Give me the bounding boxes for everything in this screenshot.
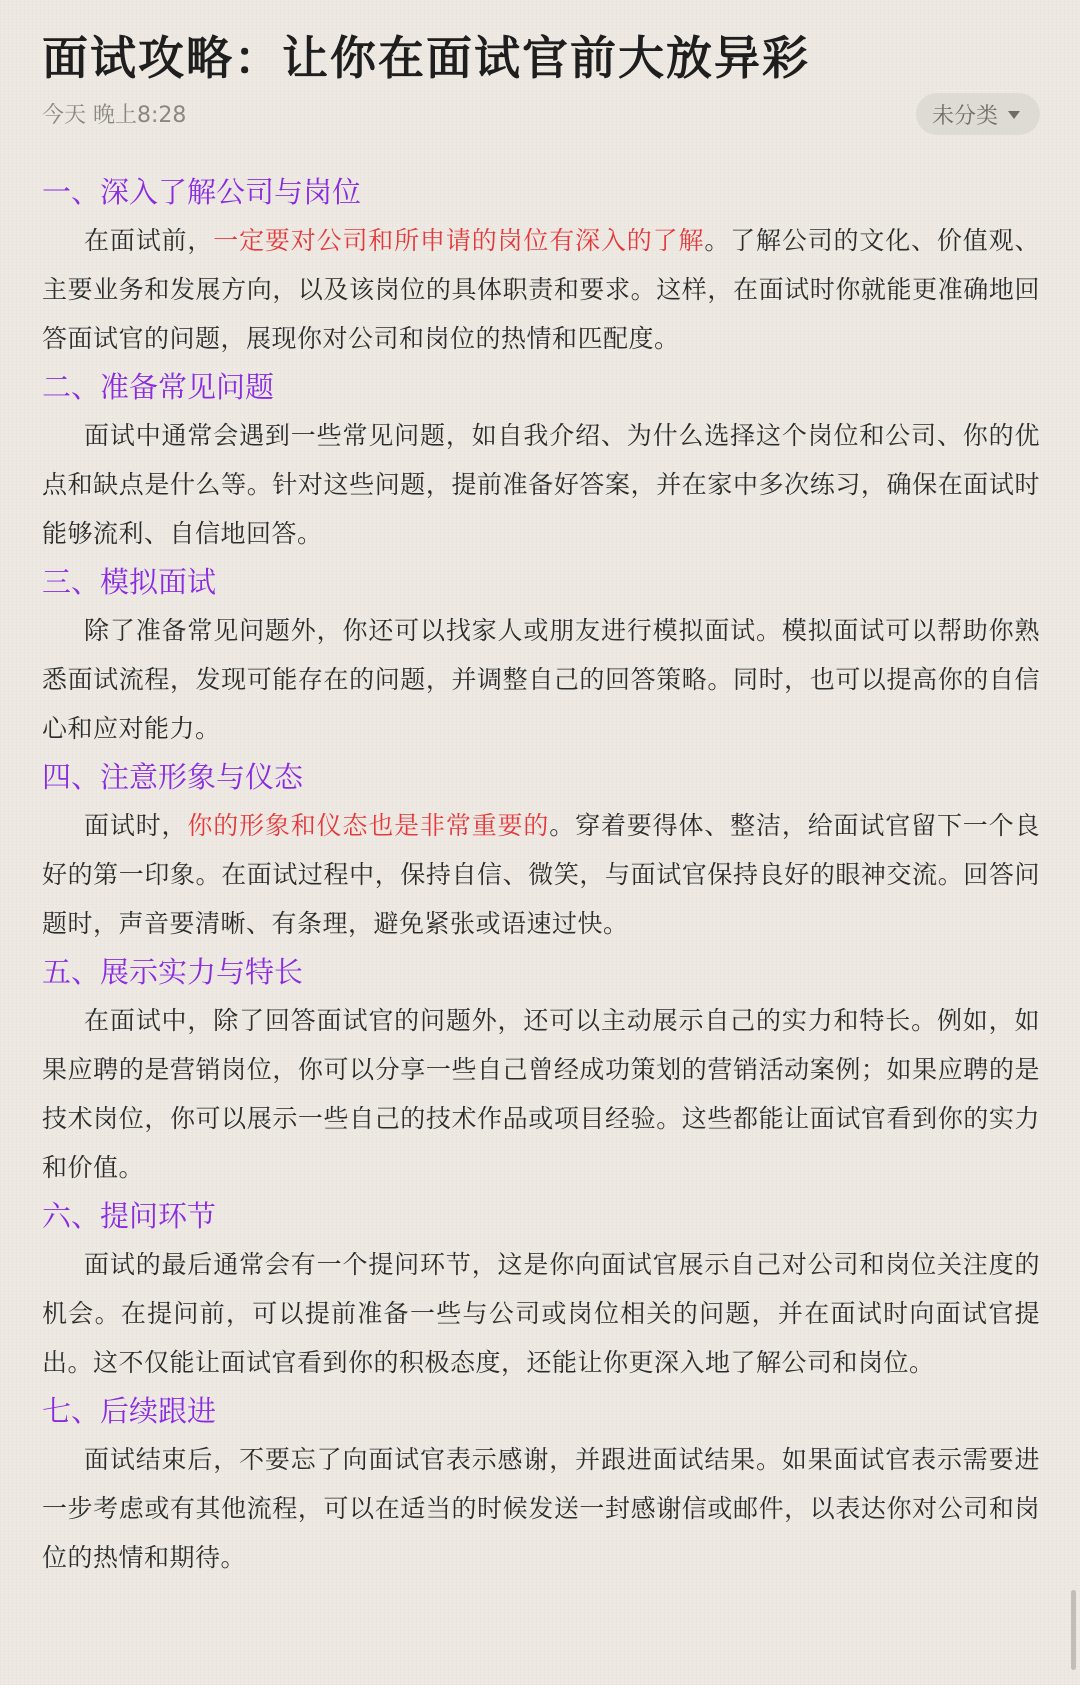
paragraph-text: 。穿着要得体、整洁，给面试官留下一个良好的第一印象。在面试过程中，保持自信、微笑，与面试官保持良好的眼神交流。回答问题时，声音要清晰、有条理，避免紧张或语速过快。 [42,811,1040,938]
section-paragraph [42,216,1040,363]
paragraph-text: 面试时， [84,811,188,840]
paragraph-text: 在面试前， [84,226,214,255]
scrollbar[interactable] [1071,1590,1076,1670]
section-5 [42,948,1040,1192]
section-7 [42,1387,1040,1582]
section-heading: 七、后续跟进 [42,1394,217,1428]
section-heading: 五、展示实力与特长 [42,955,304,989]
section-paragraph: 在面试中，除了回答面试官的问题外，还可以主动展示自己的实力和特长。例如，如果应聘的是营销岗位，你可以分享一些自己曾经成功策划的营销活动案例；如果应聘的是技术岗位，你可以展示一些自己的技术作品或项目经验。这些都能让面试官看到你的实力和价值。 [42,1006,1040,1182]
section-paragraph: 面试的最后通常会有一个提问环节，这是你向面试官展示自己对公司和岗位关注度的机会。在提问前，可以提前准备一些与公司或岗位相关的问题，并在面试时向面试官提出。这不仅能让面试官看到你的积极态度，还能让你更深入地了解公司和岗位。 [42,1250,1040,1377]
section-heading: 一、深入了解公司与岗位 [42,175,362,209]
section-heading: 三、模拟面试 [42,565,217,599]
section-heading: 四、注意形象与仪态 [42,760,304,794]
highlighted-text: 一定要对公司和所申请的岗位有深入的了解 [213,226,705,255]
highlighted-text: 你的形象和仪态也是非常重要的 [187,811,550,840]
category-label: 未分类 [931,103,998,129]
category-dropdown[interactable] [916,93,1040,135]
note-title[interactable]: 面试攻略：让你在面试官前大放异彩 [42,31,810,85]
section-3 [42,558,1040,753]
note-timestamp: 今天 晚上8:28 [42,103,187,128]
note-body[interactable] [42,168,1040,1582]
section-paragraph: 面试中通常会遇到一些常见问题，如自我介绍、为什么选择这个岗位和公司、你的优点和缺点是什么等。针对这些问题，提前准备好答案，并在家中多次练习，确保在面试时能够流利、自信地回答。 [42,421,1040,548]
section-paragraph: 面试结束后，不要忘了向面试官表示感谢，并跟进面试结果。如果面试官表示需要进一步考虑或有其他流程，可以在适当的时候发送一封感谢信或邮件，以表达你对公司和岗位的热情和期待。 [42,1445,1040,1572]
section-1 [42,168,1040,363]
section-paragraph: 除了准备常见问题外，你还可以找家人或朋友进行模拟面试。模拟面试可以帮助你熟悉面试流程，发现可能存在的问题，并调整自己的回答策略。同时，也可以提高你的自信心和应对能力。 [42,616,1040,743]
section-heading: 二、准备常见问题 [42,370,275,404]
paragraph-text: 。了解公司的文化、价值观、主要业务和发展方向，以及该岗位的具体职责和要求。这样，在面试时你就能更准确地回答面试官的问题，展现你对公司和岗位的热情和匹配度。 [42,226,1040,353]
section-4 [42,753,1040,948]
section-paragraph [42,801,1040,948]
caret-down-icon [1008,111,1020,119]
section-6 [42,1192,1040,1387]
section-2 [42,363,1040,558]
section-heading: 六、提问环节 [42,1199,217,1233]
